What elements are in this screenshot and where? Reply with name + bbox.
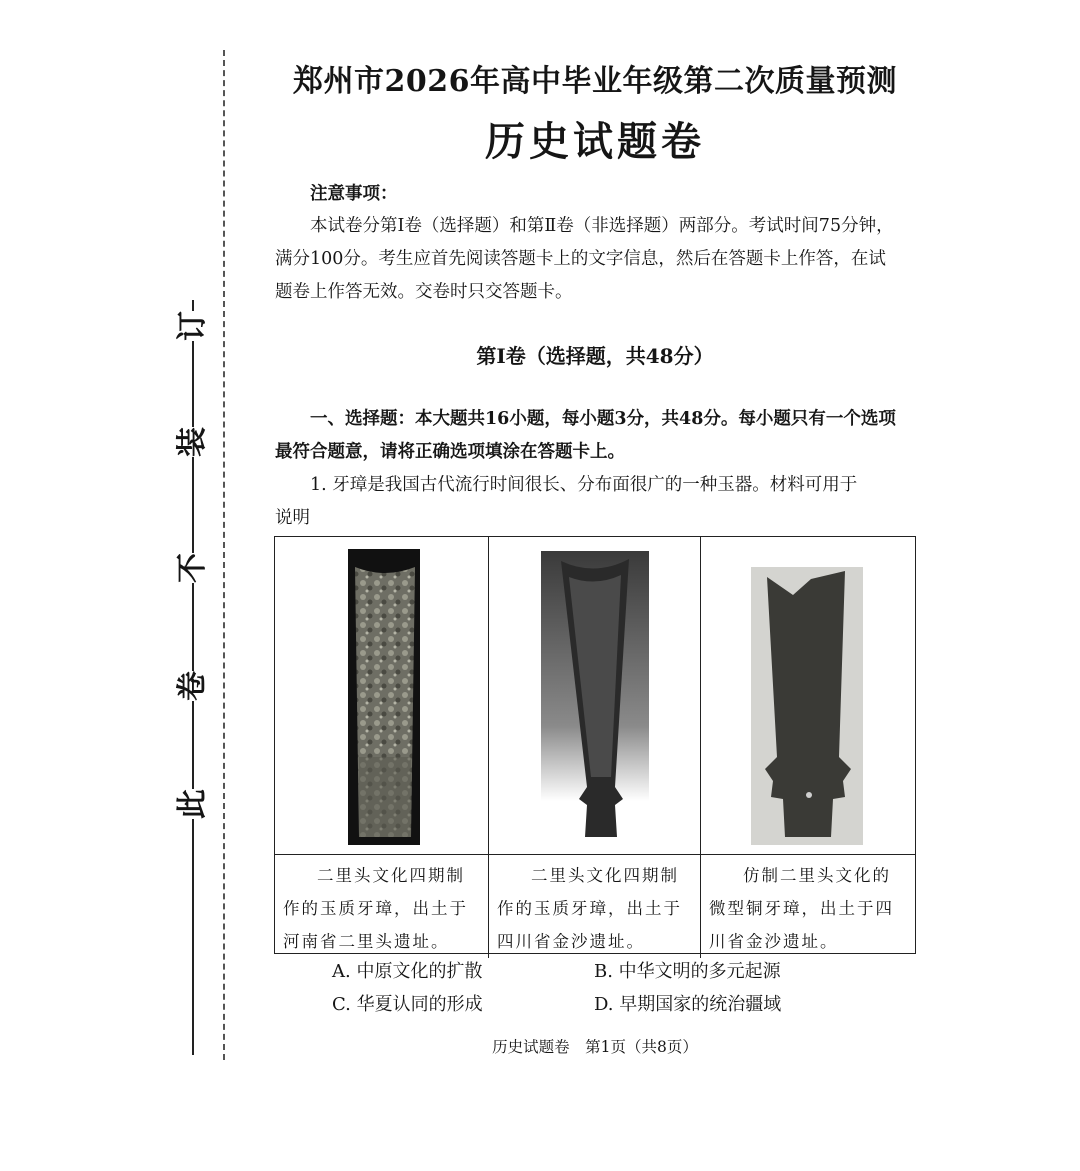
notice-heading: 注意事项： — [310, 184, 398, 204]
jade-yazhang-image — [275, 537, 487, 853]
option-b: B. 中华文明的多元起源 — [594, 961, 781, 982]
page-footer: 历史试题卷 第1页（共8页） — [492, 1038, 698, 1056]
bronze-yazhang-image — [701, 537, 913, 853]
option-a: A. 中原文化的扩散 — [332, 961, 483, 982]
artifact-image-cell — [275, 537, 489, 855]
option-c: C. 华夏认同的形成 — [332, 994, 483, 1015]
jade-yazhang-image — [489, 537, 699, 853]
caption-line: 作的玉质牙璋，出土于 — [497, 899, 682, 918]
notice-line: 题卷上作答无效。交卷时只交答题卡。 — [275, 282, 573, 302]
margin-char: 不 — [173, 553, 213, 583]
exam-title: 郑州市2026年高中毕业年级第二次质量预测 — [293, 64, 897, 99]
caption-cell — [701, 855, 915, 958]
caption-line: 仿制二里头文化的 — [743, 866, 891, 885]
caption-cell — [275, 855, 489, 958]
instruction-line: 一、选择题：本大题共16小题，每小题3分，共48分。每小题只有一个选项 — [310, 409, 896, 429]
caption-line: 作的玉质牙璋，出土于 — [283, 899, 468, 918]
margin-char: 此 — [173, 789, 213, 819]
artifact-image-cell — [701, 537, 915, 855]
margin-char: 订 — [173, 311, 213, 341]
cut-line — [223, 50, 225, 1060]
caption-line: 河南省二里头遗址。 — [283, 932, 450, 951]
subject-title: 历史试题卷 — [485, 118, 705, 165]
caption-cell — [489, 855, 701, 958]
option-d: D. 早期国家的统治疆域 — [594, 994, 782, 1015]
margin-char: 卷 — [173, 671, 213, 701]
question-stem: 说明 — [275, 508, 310, 528]
artifact-image-cell — [489, 537, 701, 855]
caption-line: 微型铜牙璋，出土于四 — [709, 899, 894, 918]
instruction-line: 最符合题意，请将正确选项填涂在答题卡上。 — [275, 442, 625, 462]
artifact-table — [274, 536, 916, 954]
caption-line: 二里头文化四期制 — [317, 866, 465, 885]
notice-line: 满分100分。考生应首先阅读答题卡上的文字信息，然后在答题卡上作答，在试 — [275, 249, 886, 269]
notice-line: 本试卷分第Ⅰ卷（选择题）和第Ⅱ卷（非选择题）两部分。考试时间75分钟， — [310, 216, 894, 236]
margin-char: 装 — [173, 427, 213, 457]
caption-line: 二里头文化四期制 — [531, 866, 679, 885]
section-title: 第Ⅰ卷（选择题，共48分） — [476, 344, 714, 368]
caption-line: 川省金沙遗址。 — [709, 932, 839, 951]
caption-line: 四川省金沙遗址。 — [497, 932, 645, 951]
question-stem: 1. 牙璋是我国古代流行时间很长、分布面很广的一种玉器。材料可用于 — [310, 475, 858, 495]
